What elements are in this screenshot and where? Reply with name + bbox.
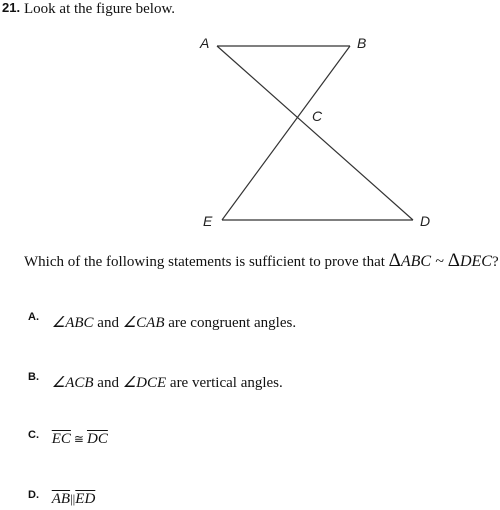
similarity-statement bbox=[388, 250, 492, 271]
question-prompt bbox=[24, 250, 499, 272]
option-text bbox=[52, 431, 108, 448]
option-letter: B. bbox=[28, 371, 39, 383]
angle-cab: ∠CAB bbox=[122, 315, 165, 331]
option-b[interactable] bbox=[28, 373, 283, 392]
option-c[interactable] bbox=[28, 431, 108, 448]
label-b: B bbox=[357, 35, 367, 51]
option-d[interactable] bbox=[28, 491, 95, 508]
triangle-symbol: Δ bbox=[447, 250, 460, 271]
option-rest: are vertical angles. bbox=[166, 375, 283, 391]
segment-ad bbox=[217, 46, 413, 220]
option-text bbox=[52, 373, 283, 392]
label-d: D bbox=[420, 213, 431, 229]
option-text bbox=[52, 491, 96, 508]
prompt-text: Which of the following statements is sufficient to prove that bbox=[24, 254, 385, 270]
option-letter: D. bbox=[28, 489, 39, 501]
segment-ec: $\overline{EC}$ bbox=[51, 431, 71, 447]
label-e: E bbox=[203, 213, 213, 229]
triangle-figure bbox=[0, 0, 500, 240]
label-a: A bbox=[200, 35, 210, 51]
congruent-symbol: ≅ bbox=[73, 432, 84, 446]
triangle-abc: ABC bbox=[400, 253, 432, 270]
parallel-symbol: || bbox=[70, 491, 76, 506]
segment-be bbox=[222, 46, 350, 220]
option-letter: C. bbox=[28, 429, 39, 441]
question-intro: Look at the figure below. bbox=[24, 1, 176, 17]
similar-symbol: ~ bbox=[435, 253, 444, 270]
angle-abc: ∠ABC bbox=[51, 315, 94, 331]
option-connector: and bbox=[93, 375, 123, 391]
option-rest: are congruent angles. bbox=[164, 315, 297, 331]
triangle-dec: DEC bbox=[459, 253, 492, 270]
label-c: C bbox=[312, 108, 323, 124]
angle-acb: ∠ACB bbox=[51, 375, 94, 391]
triangle-symbol: Δ bbox=[388, 250, 401, 271]
option-text bbox=[52, 313, 296, 332]
segment-ab-label: $\overline{AB}$ bbox=[51, 491, 71, 507]
segment-dc: $\overline{DC}$ bbox=[86, 431, 108, 447]
question-number: 21. bbox=[2, 0, 21, 15]
angle-dce: ∠DCE bbox=[122, 375, 167, 391]
option-letter: A. bbox=[28, 311, 39, 323]
option-connector: and bbox=[93, 315, 123, 331]
segment-ed-label: $\overline{ED}$ bbox=[75, 491, 96, 507]
prompt-end: ? bbox=[491, 254, 499, 270]
option-a[interactable] bbox=[28, 313, 296, 332]
